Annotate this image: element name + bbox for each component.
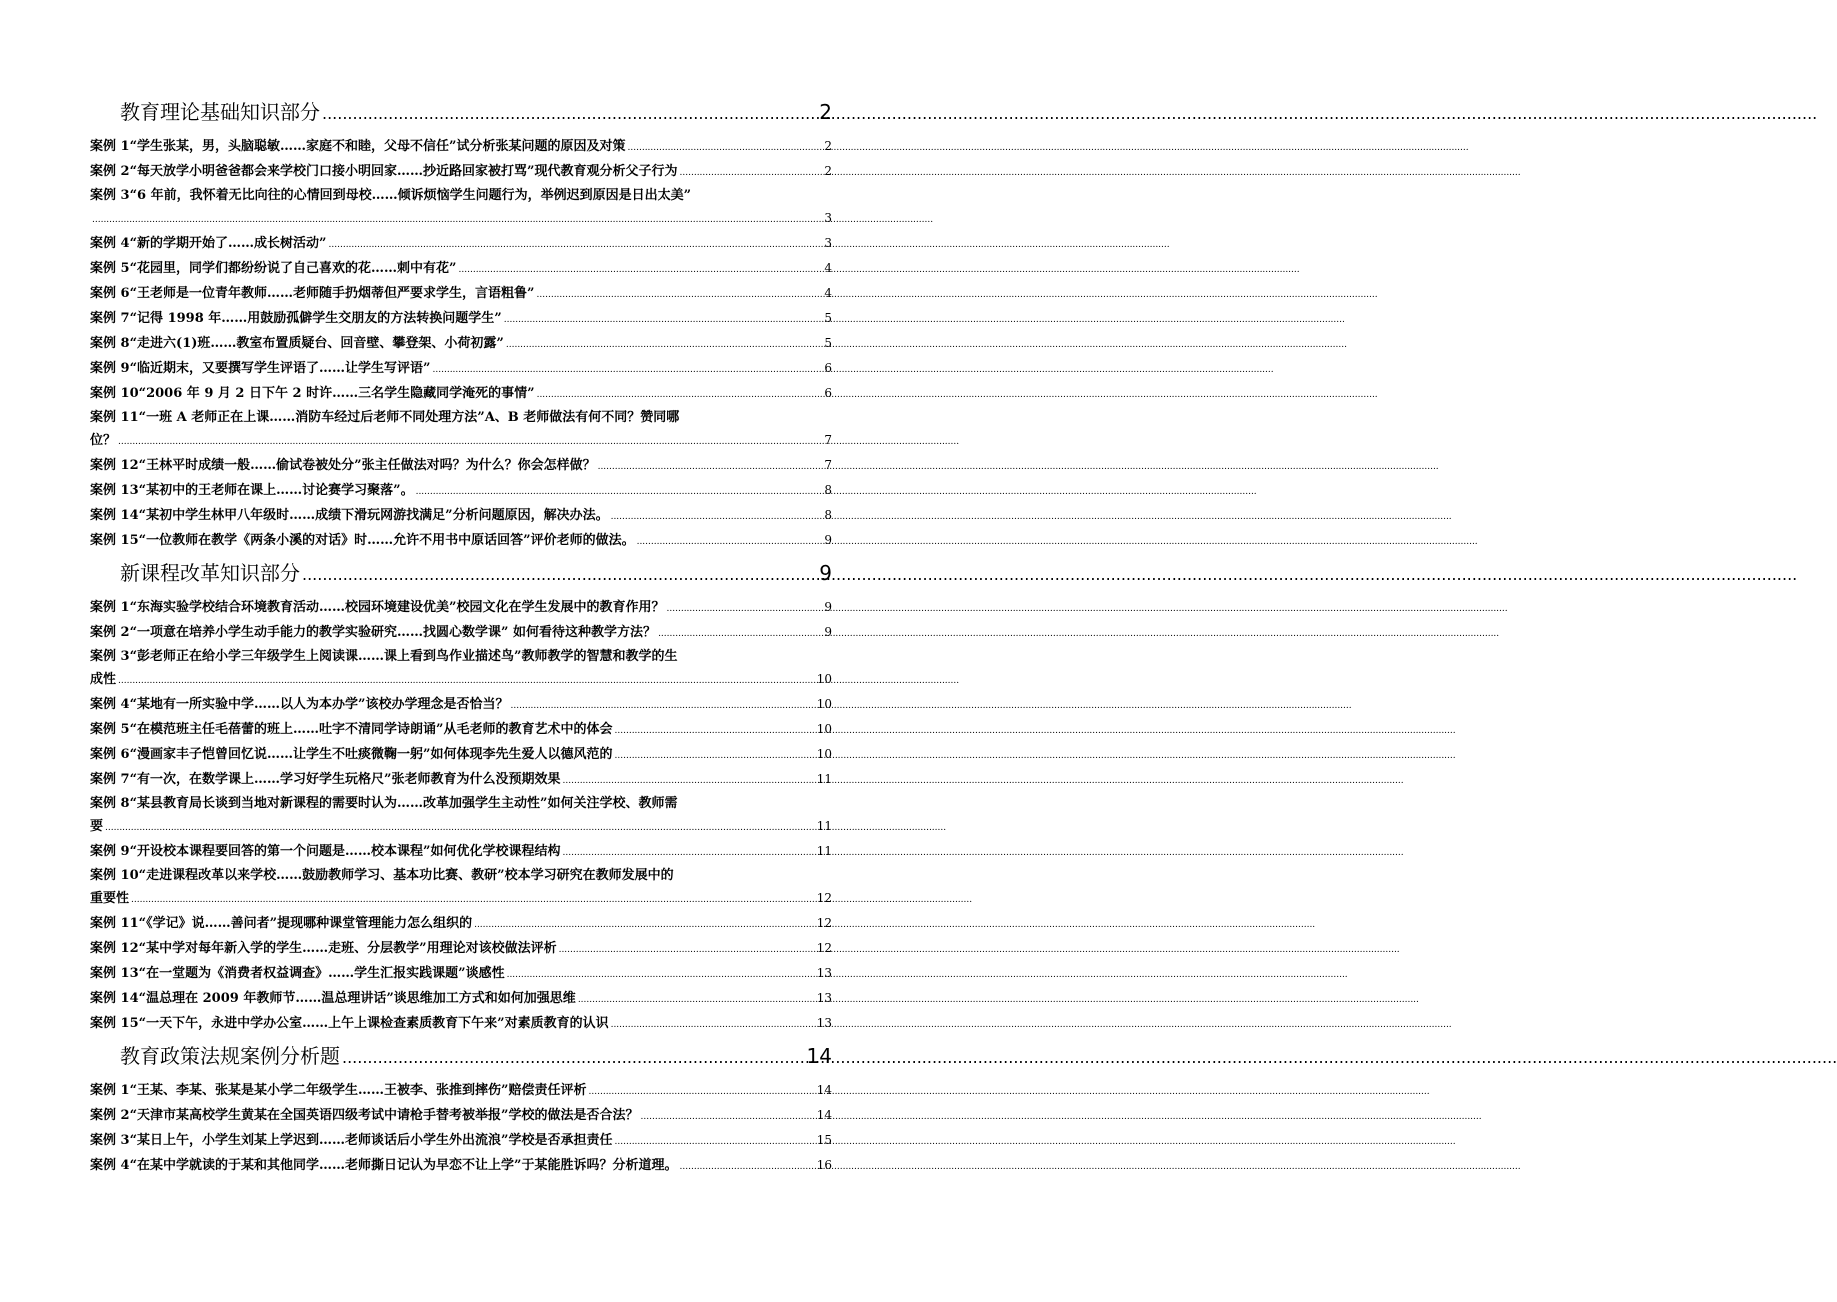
entry-title: 案例 14“某初中学生林甲八年级时……成绩下滑玩网游找满足”分析问题原因，解决办法。 [90,508,609,523]
entry-row [90,621,832,645]
entry-row [90,382,832,406]
entry-title: 案例 3“某日上午，小学生刘某上学迟到……老师谈话后小学生外出流浪”学校是否承担责任 [90,1133,613,1148]
dot-leader [589,1081,815,1103]
dot-leader [416,481,823,503]
entry-row [90,160,832,184]
dot-leader [506,334,822,356]
entry-row [90,912,832,936]
dot-leader [615,720,815,742]
entry-row [90,479,832,503]
toc-entry-link[interactable] [90,596,832,620]
dot-leader [118,431,822,453]
entry-page-number: 12 [816,916,832,930]
entry-row [90,743,832,767]
entry-title: 案例 1“东海实验学校结合环境教育活动……校园环境建设优美”校园文化在学生发展中的教育作用？ [90,600,665,615]
entry-row [90,1104,832,1128]
entry-page-number: 9 [824,600,832,614]
entry-row [90,257,832,281]
entry-row [90,529,832,553]
dot-leader [433,359,823,381]
entry-row [90,282,832,306]
entry-page-number: 7 [824,458,832,472]
dot-leader [563,842,815,864]
dot-leader [611,506,823,528]
entry-title: 案例 13“在一堂题为《消费者权益调查》……学生汇报实践课题”谈感性 [90,966,505,981]
dot-leader [118,670,815,692]
dot-leader [615,1131,815,1153]
entry-page-number: 2 [824,139,832,153]
toc-entry-link[interactable] [90,621,832,645]
entry-title: 案例 13“某初中的王老师在课上……讨论赛学习聚落”。 [90,483,414,498]
toc-entry-link[interactable] [90,504,832,528]
toc-section [90,96,832,553]
entry-page-number: 10 [816,672,832,686]
section-title: 教育理论基础知识部分 [120,100,320,124]
section-title: 新课程改革知识部分 [120,561,300,585]
dot-leader [507,964,815,986]
dot-leader [563,770,815,792]
section-heading-link[interactable] [120,557,832,595]
toc-entry-link[interactable] [90,332,832,356]
entry-row [90,1012,832,1036]
entry-page-number: 5 [824,311,832,325]
dot-leader [329,234,823,256]
entry-row [90,1129,832,1153]
dot-leader [615,745,815,767]
entry-page-number: 9 [824,625,832,639]
entry-page-number: 2 [824,164,832,178]
toc-entry-link[interactable] [90,232,832,256]
toc-entry-link[interactable] [90,865,832,911]
entry-title: 案例 8“某县教育局长谈到当地对新课程的需要时认为……改革加强学生主动性”如何关注学校、教师需 [90,796,678,811]
toc-entry-link[interactable] [90,743,832,767]
entry-title: 案例 10“2006 年 9 月 2 日下午 2 时许……三名学生隐藏同学淹死的事情” [90,386,535,401]
dot-leader [598,456,823,478]
entry-title: 案例 9“临近期末，又要撰写学生评语了……让学生写评语” [90,361,431,376]
entry-page-number: 13 [816,991,832,1005]
entry-title: 案例 15“一天下午，永进中学办公室……上午上课检查素质教育下午来”对素质教育的认识 [90,1016,609,1031]
entry-title: 案例 15“一位教师在教学《两条小溪的对话》时……允许不用书中原话回答”评价老师的做法。 [90,533,635,548]
dot-leader [504,309,823,331]
toc-entry-link[interactable] [90,962,832,986]
dot-leader [658,623,822,645]
entry-title: 案例 14“温总理在 2009 年教师节……温总理讲话”谈思维加工方式和如何加强思维 [90,991,576,1006]
toc-entry-link[interactable] [90,912,832,936]
entry-row [90,887,832,911]
entry-title-continued: 重要性 [90,891,130,906]
entry-row [90,357,832,381]
entry-row [90,1079,832,1103]
toc-entry-link[interactable] [90,135,832,159]
entry-page-number: 11 [816,844,832,858]
dot-leader [474,914,815,936]
entry-page-number: 16 [816,1158,832,1172]
dot-leader [578,989,815,1011]
entry-page-number: 14 [816,1083,832,1097]
dot-leader [302,565,817,584]
entry-title: 案例 6“王老师是一位青年教师……老师随手扔烟蒂但严要求学生，言语粗鲁” [90,286,535,301]
entry-page-number: 10 [816,697,832,711]
toc-entry-link[interactable] [90,160,832,184]
entry-title: 案例 9“开设校本课程要回答的第一个问题是……校本课程”如何优化学校课程结构 [90,844,561,859]
entry-page-number: 8 [824,483,832,497]
table-of-contents [90,92,832,1178]
toc-entry-link[interactable] [90,1154,832,1178]
toc-entry-link[interactable] [90,529,832,553]
entry-row [90,815,832,839]
entry-page-number: 10 [816,747,832,761]
toc-entry-link[interactable] [90,357,832,381]
entry-page-number: 10 [816,722,832,736]
section-page-number: 14 [806,1044,832,1068]
toc-section [90,1040,832,1178]
section-page-number: 9 [819,561,832,585]
toc-entry-link[interactable] [90,479,832,503]
dot-leader [667,598,823,620]
toc-entry-link[interactable] [90,407,832,453]
entry-row [90,429,832,453]
section-title: 教育政策法规案例分析题 [120,1044,340,1068]
toc-entry-link[interactable] [90,1129,832,1153]
entry-title: 案例 7“记得 1998 年……用鼓励孤僻学生交朋友的方法转换问题学生” [90,311,502,326]
dot-leader [537,384,823,406]
dot-leader [637,531,823,553]
entry-title: 案例 5“在模范班主任毛蓓蕾的班上……吐字不清同学诗朗诵”从毛老师的教育艺术中的体会 [90,722,613,737]
entry-title: 案例 4“某地有一所实验中学……以人为本办学”该校办学理念是否恰当？ [90,697,509,712]
entry-title: 案例 11“一班 A 老师正在上课……消防车经过后老师不同处理方法”A、B 老师做法有何不同？赞同哪 [90,410,680,425]
dot-leader [611,1014,815,1036]
entry-row [90,840,832,864]
entry-page-number: 4 [824,261,832,275]
entry-title: 案例 10“走进课程改革以来学校……鼓励教师学习、基本功比赛、教研”校本学习研究在教师发展中的 [90,868,674,883]
entry-title: 案例 2“天津市某高校学生黄某在全国英语四级考试中请枪手替考被举报”学校的做法是否合法？ [90,1108,639,1123]
entry-title: 案例 1“学生张某，男，头脑聪敏……家庭不和睦，父母不信任”试分析张某问题的原因及对策 [90,139,626,154]
entry-title: 案例 4“在某中学就读的于某和其他同学……老师撕日记认为早恋不让上学”于某能胜诉吗？分析道理。 [90,1158,678,1173]
dot-leader [342,1048,805,1067]
entry-page-number: 13 [816,1016,832,1030]
entry-page-number: 5 [824,336,832,350]
entry-page-number: 6 [824,386,832,400]
entry-row [90,1154,832,1178]
toc-entry-link[interactable] [90,1079,832,1103]
entry-title: 案例 1“王某、李某、张某是某小学二年级学生……王被李、张推到摔伤”赔偿责任评析 [90,1083,587,1098]
entry-page-number: 11 [816,819,832,833]
entry-title-continued: 成性 [90,672,117,687]
dot-leader [680,1156,815,1178]
entry-title: 案例 5“花园里，同学们都纷纷说了自己喜欢的花……刺中有花” [90,261,457,276]
toc-entry-link[interactable] [90,718,832,742]
dot-leader [92,209,822,231]
entry-row [90,718,832,742]
toc-entry-link[interactable] [90,937,832,961]
entry-row [90,962,832,986]
entry-title-continued: 位？ [90,433,117,448]
dot-leader [559,939,815,961]
dot-leader [322,104,817,123]
toc-entry-link[interactable] [90,1104,832,1128]
toc-entry-link[interactable] [90,185,832,231]
toc-entry-link[interactable] [90,646,832,692]
toc-entry-link[interactable] [90,282,832,306]
entry-title-continued: 要 [90,819,104,834]
entry-page-number: 8 [824,508,832,522]
entry-row [90,693,832,717]
dot-leader [628,137,823,159]
entry-row [90,768,832,792]
entry-page-number: 9 [824,533,832,547]
entry-title: 案例 12“王林平时成绩一般……偷试卷被处分”张主任做法对吗？为什么？你会怎样做？ [90,458,596,473]
toc-entry-link[interactable] [90,793,832,839]
entry-page-number: 13 [816,966,832,980]
entry-title: 案例 3“彭老师正在给小学三年级学生上阅读课……课上看到鸟作业描述鸟”教师教学的智慧和教学的生 [90,649,678,664]
dot-leader [511,695,815,717]
entry-page-number: 11 [816,772,832,786]
entry-row [90,135,832,159]
entry-page-number: 7 [824,433,832,447]
toc-entry-link[interactable] [90,693,832,717]
entry-page-number: 12 [816,941,832,955]
entry-page-number: 6 [824,361,832,375]
toc-entry-link[interactable] [90,257,832,281]
entry-page-number: 3 [824,236,832,250]
dot-leader [641,1106,815,1128]
section-page-number: 2 [819,100,832,124]
entry-row [90,504,832,528]
entry-page-number: 14 [816,1108,832,1122]
entry-row [90,937,832,961]
section-heading-link[interactable] [120,96,832,134]
entry-title: 案例 2“每天放学小明爸爸都会来学校门口接小明回家……抄近路回家被打骂”现代教育观分析父子行为 [90,164,678,179]
entry-title: 案例 2“一项意在培养小学生动手能力的教学实验研究……找圆心数学课” 如何看待这种教学方法？ [90,625,657,640]
dot-leader [105,817,815,839]
toc-entry-link[interactable] [90,307,832,331]
entry-title: 案例 3“6 年前，我怀着无比向往的心情回到母校……倾诉烦恼学生问题行为，举例迟到原因是日出太美” [90,188,692,203]
dot-leader [537,284,823,306]
entry-row [90,232,832,256]
dot-leader [680,162,823,184]
entry-row [90,987,832,1011]
entry-row [90,596,832,620]
toc-entry-link[interactable] [90,840,832,864]
section-heading-link[interactable] [120,1040,832,1078]
entry-title: 案例 7“有一次，在数学课上……学习好学生玩格尺”张老师教育为什么没预期效果 [90,772,561,787]
entry-row [90,668,832,692]
entry-title: 案例 12“某中学对每年新入学的学生……走班、分层教学”用理论对该校做法评析 [90,941,557,956]
entry-row [90,307,832,331]
entry-page-number: 4 [824,286,832,300]
toc-entry-link[interactable] [90,768,832,792]
toc-section [90,557,832,1036]
dot-leader [131,889,815,911]
toc-entry-link[interactable] [90,382,832,406]
entry-row [90,332,832,356]
toc-entry-link[interactable] [90,454,832,478]
dot-leader [459,259,823,281]
entry-title: 案例 6“漫画家丰子恺曾回忆说……让学生不吐痰微鞠一躬”如何体现李先生爱人以德风范的 [90,747,613,762]
entry-page-number: 15 [816,1133,832,1147]
entry-title: 案例 11“《学记》说……善问者”提现哪种课堂管理能力怎么组织的 [90,916,473,931]
entry-title: 案例 8“走进六(1)班……教室布置质疑台、回音壁、攀登架、小荷初露” [90,336,504,351]
entry-row [90,207,832,231]
toc-entry-link[interactable] [90,987,832,1011]
toc-entry-link[interactable] [90,1012,832,1036]
entry-row [90,454,832,478]
entry-title: 案例 4“新的学期开始了……成长树活动” [90,236,327,251]
entry-page-number: 3 [824,211,832,225]
entry-page-number: 12 [816,891,832,905]
